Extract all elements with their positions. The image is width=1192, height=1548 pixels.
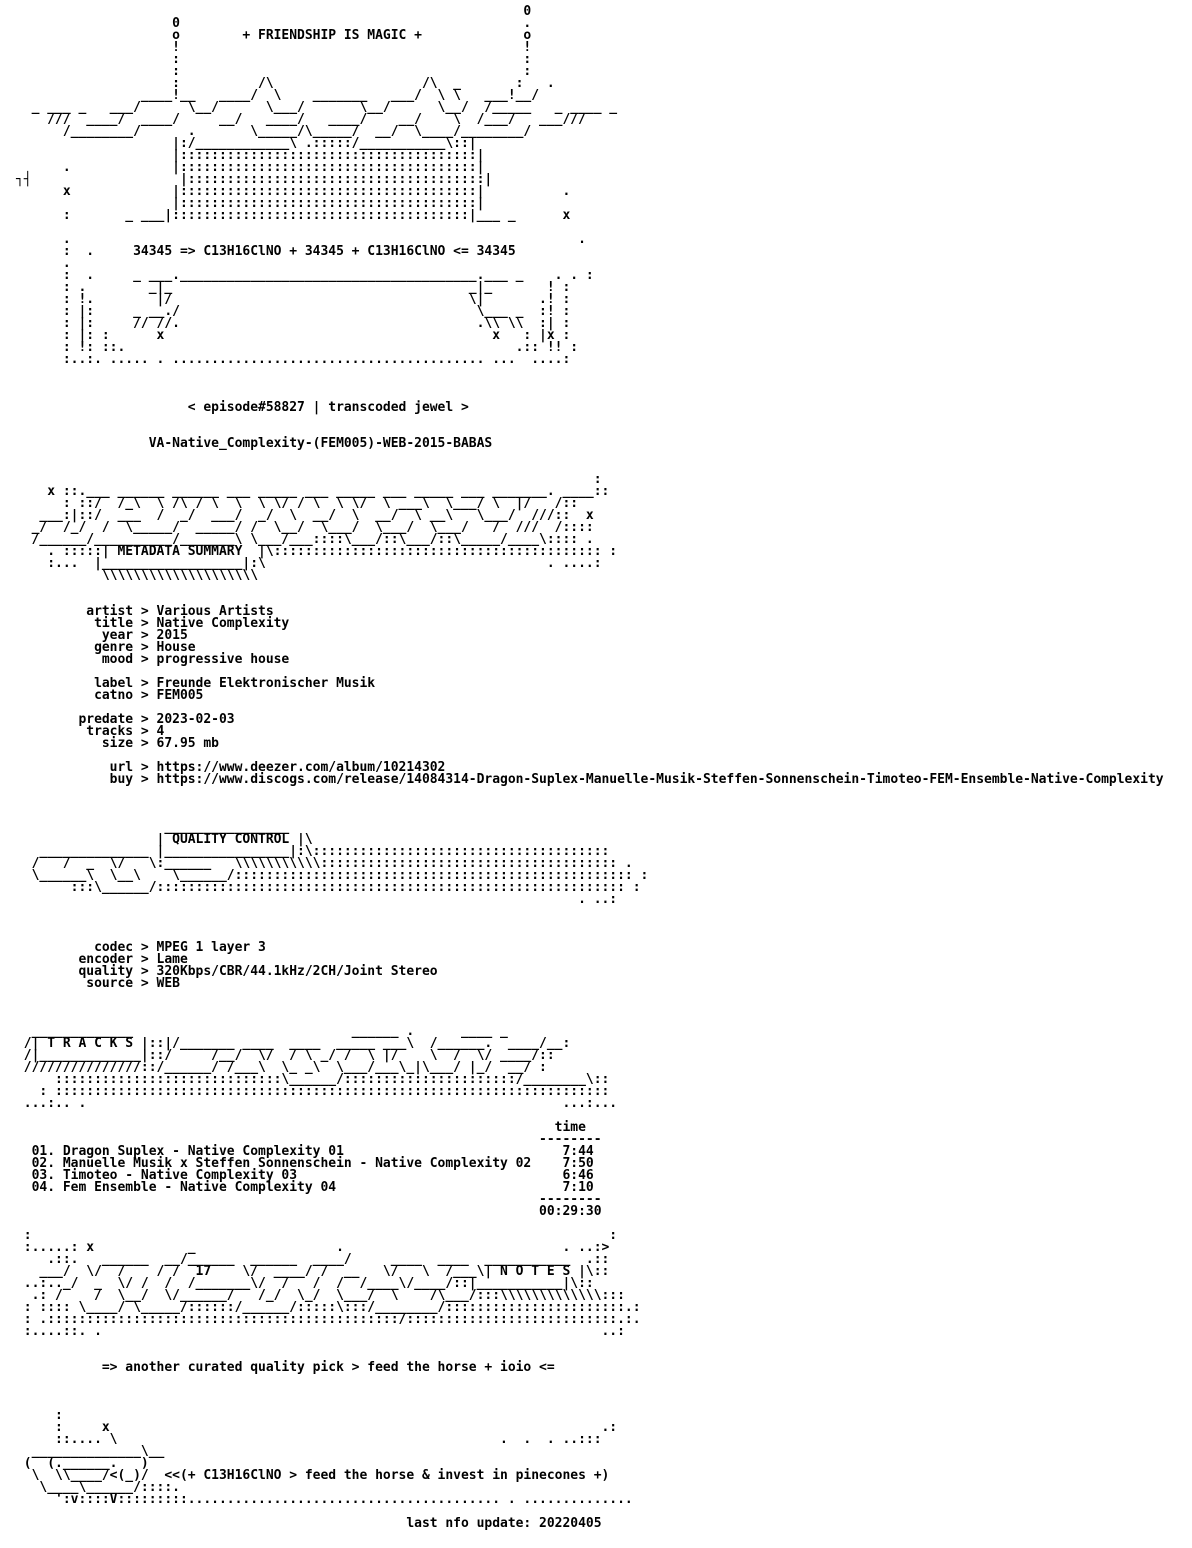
nfo-line: size > 67.95 mb	[16, 736, 219, 751]
nfo-line: : x .:	[16, 1420, 618, 1435]
nfo-line: : .:::::::::::::::::::::::::::::::::::::::::::::/:::::::::::::::::::::::::::.:.	[16, 1312, 641, 1327]
nfo-line: _____________ ______ . ____ _	[16, 1024, 508, 1039]
nfo-line: : :	[16, 52, 532, 67]
nfo-line: x ::.___ ______ ______ ___ _____ ___ _____ ___ _____ ___ _______. ____::	[16, 484, 610, 499]
nfo-line	[16, 990, 1164, 1002]
nfo-line: tracks > 4	[16, 724, 165, 739]
nfo-line: ::.... \ . . . ..:::	[16, 1432, 602, 1447]
nfo-line: year > 2015	[16, 628, 188, 643]
nfo-line: .::. ______ __/______ ______ ____/ ____ ____ ___________ .::	[16, 1252, 610, 1267]
nfo-line	[16, 918, 1164, 930]
nfo-line: ':v::::V:::::::::........................................ . ..............	[16, 1492, 633, 1507]
nfo-line: source > WEB	[16, 976, 180, 991]
nfo-line: : . _|_ _|_ ! :	[16, 280, 571, 295]
nfo-line: : /\ /\ _ : .	[16, 76, 555, 91]
nfo-line: .	[16, 256, 71, 271]
nfo-line: genre > House	[16, 640, 196, 655]
nfo-line: : !. |/ \| .! :	[16, 292, 571, 307]
nfo-line: :....::. . ..:	[16, 1324, 625, 1339]
nfo-line: label > Freunde Elektronischer Musik	[16, 676, 376, 691]
nfo-line: . |::::::::::::::::::::::::::::::::::::::|	[16, 160, 485, 175]
nfo-line: ..:.._/ _ \/ / / /_______\/ / / / /____\/____/::|___________|\::	[16, 1276, 594, 1291]
nfo-line: predate > 2023-02-03	[16, 712, 235, 727]
nfo-line: : :	[16, 1228, 618, 1243]
nfo-line: : ::/ /_\ \ /\ / \ \ \ \/ / \ \ \/ \ ___\ \___/ \ |/ /::	[16, 496, 579, 511]
nfo-line: ┐┤ |::::::::::::::::::::::::::::::::::::::|	[16, 172, 493, 187]
nfo-line: buy > https://www.discogs.com/release/14084314-Dragon-Suplex-Manuelle-Musik-Steffen-Sonnenschein-Timoteo-FEM-Ensemble-Native-Complexity	[16, 772, 1164, 787]
nfo-line: :..:. ..... . ........................................ ... ....:	[16, 352, 571, 367]
nfo-line: :::\______/:::::::::::::::::::::::::::::::::::::::::::::::::::::::::::: :	[16, 880, 641, 895]
nfo-line: ( (.______. )	[16, 1456, 149, 1471]
nfo-line	[16, 1386, 1164, 1398]
nfo-line: /| T R A C K S |::|/_______ ____ ____ _____ ___\ /______. ____/__:	[16, 1036, 571, 1051]
nfo-line: 04. Fem Ensemble - Native Complexity 04 7:10	[16, 1180, 594, 1195]
nfo-line: / / _ \/ \:______ \\\\\\\\\\\:::::::::::::::::::::::::::::::::::::: .	[16, 856, 633, 871]
nfo-line: encoder > Lame	[16, 952, 188, 967]
nfo-line: : |: // //. .\\ \\ :| :	[16, 316, 571, 331]
nfo-line: | QUALITY CONTROL |\	[16, 832, 313, 847]
nfo-line: : . _ ___.______________________________________.___ _ . . :	[16, 268, 594, 283]
nfo-line: title > Native Complexity	[16, 616, 290, 631]
nfo-line: |::::::::::::::::::::::::::::::::::::::|	[16, 148, 485, 163]
nfo-line: _ ___ _ ___/ \__/ \___/ \__/ \__/ /_____ _ ____ _	[16, 100, 618, 115]
nfo-line: : !: ::. .:: !! :	[16, 340, 579, 355]
nfo-line: time	[16, 1120, 586, 1135]
nfo-line: url > https://www.deezer.com/album/10214302	[16, 760, 446, 775]
nfo-line: 0	[16, 4, 532, 19]
nfo-line: : :::::::::::::::::::::::::::::::::::::::::::::::::::::::::::::::::::::::	[16, 1084, 610, 1099]
nfo-line	[16, 378, 1164, 390]
nfo-line: ____!__ ____/ \ _______ ___/ \ \ ___!__/	[16, 88, 540, 103]
nfo-line: VA-Native_Complexity-(FEM005)-WEB-2015-BABAS	[16, 436, 493, 451]
nfo-line: codec > MPEG 1 layer 3	[16, 940, 266, 955]
nfo-line: .: / / \__/ \/______/ /_/ \_/ \___/ \ /\___/:::\\\\\\\\\\\\\:::	[16, 1288, 625, 1303]
nfo-line: : :	[16, 64, 532, 79]
nfo-line: :::::::::::::::::::::::::::::\______/::::::::::::::::::::::/________\::	[16, 1072, 610, 1087]
nfo-line	[16, 582, 1164, 594]
nfo-line: artist > Various Artists	[16, 604, 274, 619]
nfo-line: . :::::| METADATA SUMMARY |\:::::::::::::::::::::::::::::::::::::::::: :	[16, 544, 618, 559]
nfo-line: ______________ |________________|:\::::::::::::::::::::::::::::::::::::::	[16, 844, 610, 859]
nfo-line: : _ ___|::::::::::::::::::::::::::::::::::::::|___ _ x	[16, 208, 571, 223]
nfo-line: --------	[16, 1132, 602, 1147]
nfo-line	[16, 786, 1164, 798]
nfo-line: : |: _ __./ \___ _ :! :	[16, 304, 571, 319]
nfo-line: _/ /_/ / \_____/ _____/ / \__/ \___/ \___/ \___/ / /// /::::	[16, 520, 594, 535]
nfo-line: :	[16, 472, 602, 487]
nfo-line: ___/ \/ / / / 17 \/ ____/ / __ \/ \ /___\| N O T E S |\::	[16, 1264, 610, 1279]
nfo-line: |:/____________\ .:::::/___________\::|	[16, 136, 477, 151]
nfo-line: /________/ . \_____/\_____/ __/ \____/________/	[16, 124, 532, 139]
nfo-line	[16, 1338, 1164, 1350]
nfo-line: ________________	[16, 820, 290, 835]
nfo-line	[16, 906, 1164, 918]
nfo-line: --------	[16, 1192, 602, 1207]
nfo-line: \____\______/::::.	[16, 1480, 180, 1495]
nfo-line: 0 .	[16, 16, 532, 31]
nfo-line: last nfo update: 20220405	[16, 1516, 602, 1531]
nfo-line	[16, 450, 1164, 462]
nfo-line: => another curated quality pick > feed the horse + ioio <=	[16, 1360, 555, 1375]
nfo-line: /______/__________/_______\ \___/___::::\___/::\___/::\_____/____\:::: .	[16, 532, 594, 547]
nfo-line: ...:.. . ...:...	[16, 1096, 618, 1111]
nfo-line: 02. Manuelle Musik x Steffen Sonnenschein - Native Complexity 02 7:50	[16, 1156, 594, 1171]
nfo-line: ______________\__	[16, 1444, 165, 1459]
nfo-line: 03. Timoteo - Native Complexity 03 6:46	[16, 1168, 594, 1183]
nfo-line: o + FRIENDSHIP IS MAGIC + o	[16, 28, 532, 43]
nfo-line	[16, 1374, 1164, 1386]
nfo-line: . ..:	[16, 892, 618, 907]
nfo-line	[16, 414, 1164, 426]
nfo-line: \ \\____/<(_)/ <<(+ C13H16ClNO > feed the horse & invest in pinecones +)	[16, 1468, 610, 1483]
nfo-line: ___:|::/ ___ / _/ ___/ _/ \ __/ \ __/ \ __\ \___/ ///:: x	[16, 508, 594, 523]
nfo-line: /|_____________|::/ /__/ \/ / \ _/ / \ |/ \ / \/ ____/::	[16, 1048, 555, 1063]
nfo-line: :.....: x _ . . ..:>	[16, 1240, 610, 1255]
nfo-line: : |: : x x : |x :	[16, 328, 571, 343]
nfo-line: ///////////////::/______/ /___\ \_ _\ \___/___\_|\___/ |_/ __/ :	[16, 1060, 547, 1075]
nfo-line: 00:29:30	[16, 1204, 602, 1219]
nfo-line	[16, 1398, 1164, 1410]
nfo-line	[16, 1002, 1164, 1014]
nfo-line: :... |__________________|:\ . ....:	[16, 556, 602, 571]
nfo-line: : :::: \____/ \_____/::::::/______/:::::\:::/________/:::::::::::::::::::::::.:	[16, 1300, 641, 1315]
nfo-line: < episode#58827 | transcoded jewel >	[16, 400, 469, 415]
nfo-line	[16, 366, 1164, 378]
nfo-line: ! !	[16, 40, 532, 55]
nfo-line: 01. Dragon Suplex - Native Complexity 01 7:44	[16, 1144, 594, 1159]
nfo-line: catno > FEM005	[16, 688, 204, 703]
nfo-line: : . 34345 => C13H16ClNO + 34345 + C13H16ClNO <= 34345	[16, 244, 516, 259]
nfo-line: :	[16, 1408, 63, 1423]
nfo-line: x |::::::::::::::::::::::::::::::::::::::| .	[16, 184, 571, 199]
nfo-line: . .	[16, 232, 586, 247]
nfo-line: \______\ \__\ \______/::::::::::::::::::::::::::::::::::::::::::::::::::: :	[16, 868, 649, 883]
nfo-line: /// ____/ ____/ __/ ____/ ____/ __/ \ /___/ ___///	[16, 112, 586, 127]
nfo-line: \\\\\\\\\\\\\\\\\\\\	[16, 568, 259, 583]
nfo-document	[16, 6, 1164, 1530]
nfo-line: quality > 320Kbps/CBR/44.1kHz/2CH/Joint Stereo	[16, 964, 438, 979]
nfo-line: |::::::::::::::::::::::::::::::::::::::|	[16, 196, 485, 211]
nfo-line: mood > progressive house	[16, 652, 290, 667]
nfo-line	[16, 798, 1164, 810]
